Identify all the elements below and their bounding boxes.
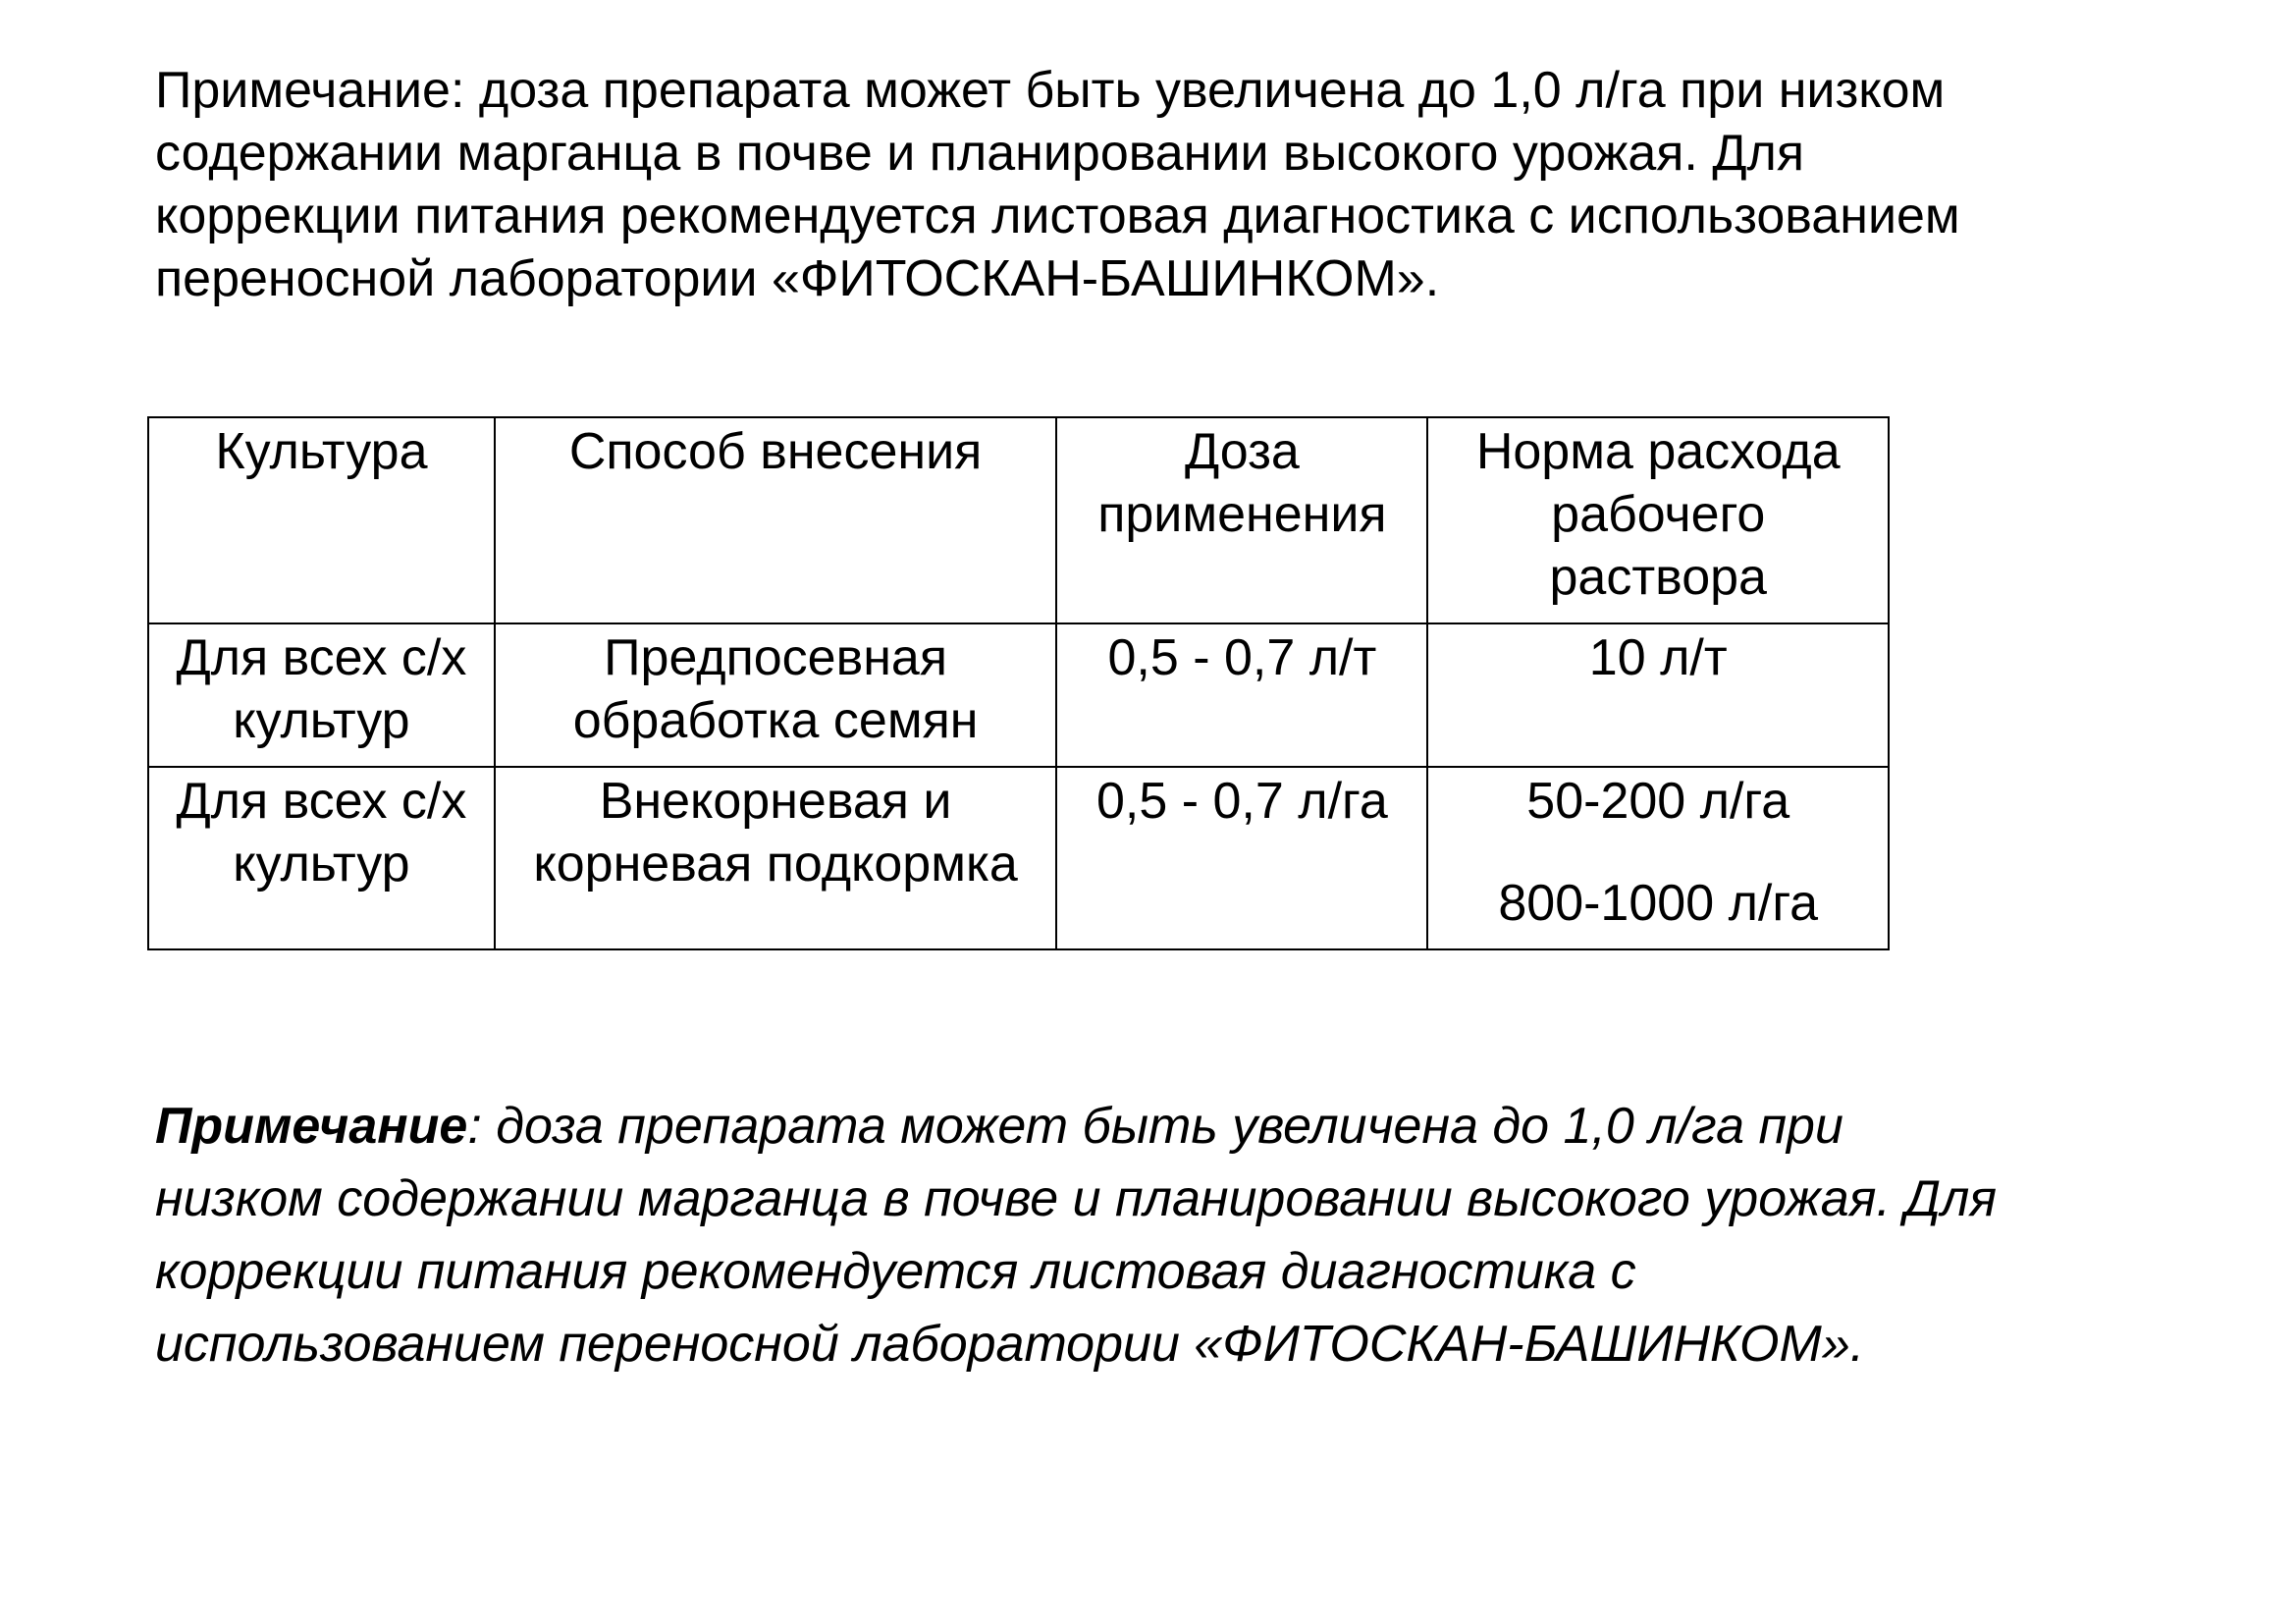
header-rate-text: рабочего (1551, 486, 1766, 543)
cell-method-text: корневая подкормка (533, 836, 1018, 893)
cell-method-text: Внекорневая и (599, 773, 952, 830)
table-row (148, 623, 1889, 767)
header-dose-text: применения (1097, 486, 1387, 543)
cell-rate (1427, 623, 1889, 767)
cell-dose (1056, 767, 1427, 949)
cell-dose (1056, 623, 1427, 767)
top-note-line: коррекции питания рекомендуется листовая диагностика с использованием (155, 188, 1960, 244)
cell-method-text: обработка семян (572, 692, 979, 749)
cell-culture (148, 767, 495, 949)
bottom-note-first-line-rest: : доза препарата может быть увеличена до 1,0 л/га при (467, 1098, 1843, 1155)
top-note (155, 59, 2197, 310)
bottom-note (155, 1090, 2216, 1380)
dose-table (147, 416, 1890, 950)
bottom-note-line: низком содержании марганца в почве и планировании высокого урожая. Для (155, 1170, 1998, 1227)
cell-culture-text: Для всех с/х (176, 629, 467, 686)
bottom-note-line: использованием переносной лаборатории «ФИТОСКАН-БАШИНКОМ». (155, 1316, 1865, 1373)
header-culture-text: Культура (215, 423, 428, 480)
table-header-row (148, 417, 1889, 623)
header-culture (148, 417, 495, 623)
top-note-line: переносной лаборатории «ФИТОСКАН-БАШИНКОМ». (155, 250, 1440, 307)
header-dose (1056, 417, 1427, 623)
cell-dose-text: 0,5 - 0,7 л/га (1096, 773, 1388, 830)
header-rate-text: Норма расхода (1475, 423, 1841, 480)
cell-rate-spacer (1432, 833, 1884, 872)
header-method (495, 417, 1056, 623)
top-note-line: содержании марганца в почве и планировании высокого урожая. Для (155, 125, 1805, 182)
cell-method (495, 767, 1056, 949)
bottom-note-line: коррекции питания рекомендуется листовая диагностика с (155, 1243, 1636, 1300)
cell-rate (1427, 767, 1889, 949)
bottom-note-line (155, 1090, 2216, 1163)
cell-rate-text: 10 л/т (1588, 629, 1728, 686)
top-note-line: Примечание: доза препарата может быть увеличена до 1,0 л/га при низком (155, 62, 1946, 119)
header-dose-text: Доза (1184, 423, 1300, 480)
cell-method (495, 623, 1056, 767)
cell-rate-text: 800-1000 л/га (1498, 875, 1819, 932)
cell-culture-text: Для всех с/х (176, 773, 467, 830)
header-rate-text: раствора (1549, 549, 1767, 606)
cell-culture-text: культур (233, 692, 410, 749)
cell-dose-text: 0,5 - 0,7 л/т (1107, 629, 1377, 686)
table-row (148, 767, 1889, 949)
cell-culture (148, 623, 495, 767)
header-rate (1427, 417, 1889, 623)
cell-method-text: Предпосевная (604, 629, 947, 686)
cell-culture-text: культур (233, 836, 410, 893)
bottom-note-label: Примечание (155, 1098, 468, 1155)
cell-rate-text: 50-200 л/га (1526, 773, 1790, 830)
header-method-text: Способ внесения (568, 423, 983, 480)
